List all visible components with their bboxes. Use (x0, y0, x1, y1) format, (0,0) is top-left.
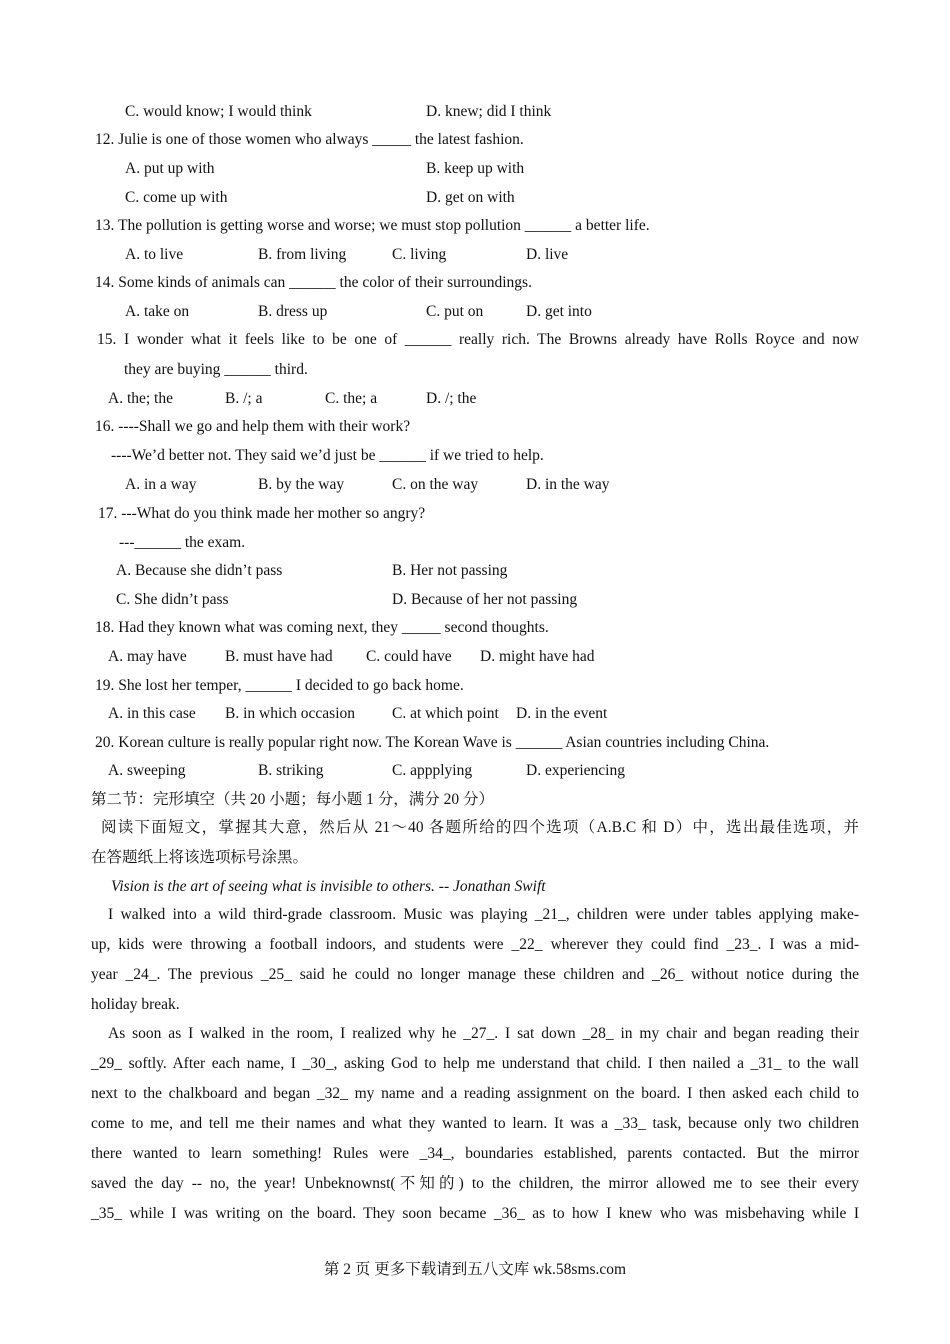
q11-option-c: C. would know; I would think (125, 103, 312, 120)
q18-option-b: B. must have had (225, 648, 333, 665)
q20-stem: 20. Korean culture is really popular right now. The Korean Wave is ______ Asian countries including China. (95, 734, 770, 751)
q11-option-d: D. knew; did I think (426, 103, 552, 120)
q15-stem-line1: 15. I wonder what it feels like to be one of ______ really rich. The Browns already have Rolls Royce and now (97, 331, 859, 348)
passage-line: there wanted to learn something! Rules were _34_, boundaries established, parents contacted. But the mirror (91, 1145, 859, 1162)
section2-heading: 第二节：完形填空（共 20 小题；每小题 1 分，满分 20 分） (91, 791, 495, 808)
passage-line: _29_ softly. After each name, I _30_, asking God to help me understand that child. I then nailed a _31_ to the wall (91, 1055, 859, 1072)
q17-option-b: B. Her not passing (392, 562, 508, 579)
q13-option-b: B. from living (258, 246, 347, 263)
passage-paragraph-1 (91, 900, 859, 1020)
q14-option-d: D. get into (526, 303, 592, 320)
q19-stem: 19. She lost her temper, ______ I decided to go back home. (95, 677, 464, 694)
q17-stem-line1: 17. ---What do you think made her mother so angry? (98, 505, 426, 522)
q16-option-b: B. by the way (258, 476, 345, 493)
section2-instruction-line2: 在答题纸上将该选项标号涂黑。 (91, 849, 309, 866)
passage-line: holiday break. (91, 996, 180, 1013)
q17-option-d: D. Because of her not passing (392, 591, 578, 608)
q18-option-d: D. might have had (480, 648, 595, 665)
q17-stem-line2: ---______ the exam. (119, 534, 246, 551)
q14-option-b: B. dress up (258, 303, 328, 320)
passage-line: saved the day -- no, the year! Unbeknownst(不知的) to the children, the mirror allowed me to see their every (91, 1175, 859, 1192)
passage-line: up, kids were throwing a football indoors, and students were _22_ wherever they could find _23_. I was a mid- (91, 936, 859, 953)
page-footer: 第 2 页 更多下载请到五八文库 wk.58sms.com (323, 1261, 627, 1278)
passage-line: As soon as I walked in the room, I realized why he _27_. I sat down _28_ in my chair and began reading their (108, 1025, 859, 1042)
passage-epigraph: Vision is the art of seeing what is invisible to others. -- Jonathan Swift (111, 878, 546, 895)
q16-option-c: C. on the way (392, 476, 479, 493)
q13-option-a: A. to live (125, 246, 184, 263)
q15-option-c: C. the; a (325, 390, 378, 407)
q20-option-d: D. experiencing (526, 762, 625, 779)
q19-option-b: B. in which occasion (225, 705, 356, 722)
q13-option-d: D. live (526, 246, 569, 263)
passage-paragraph-2 (91, 1019, 859, 1229)
q16-stem-line1: 16. ----Shall we go and help them with their work? (95, 418, 411, 435)
q15-option-a: A. the; the (108, 390, 173, 407)
passage-line: _35_ while I was writing on the board. They soon became _36_ as to how I knew who was misbehaving while I (91, 1205, 859, 1222)
q14-option-c: C. put on (426, 303, 484, 320)
passage-line: I walked into a wild third-grade classroom. Music was playing _21_, children were under tables applying make- (108, 906, 859, 923)
q14-option-a: A. take on (125, 303, 190, 320)
q14-stem: 14. Some kinds of animals can ______ the color of their surroundings. (95, 274, 532, 291)
q13-stem: 13. The pollution is getting worse and worse; we must stop pollution ______ a better life. (95, 217, 650, 234)
section2-instruction-line1: 阅读下面短文，掌握其大意，然后从 21～40 各题所给的四个选项（A.B.C 和 D）中，选出最佳选项，并 (101, 819, 859, 836)
q19-option-d: D. in the event (516, 705, 608, 722)
passage-line: year _24_. The previous _25_ said he could no longer manage these children and _26_ without notice during the (91, 966, 859, 983)
q20-option-b: B. striking (258, 762, 324, 779)
q19-option-a: A. in this case (108, 705, 196, 722)
q18-stem: 18. Had they known what was coming next, they _____ second thoughts. (95, 619, 549, 636)
q20-option-c: C. appplying (392, 762, 473, 779)
q16-option-d: D. in the way (526, 476, 610, 493)
q20-option-a: A. sweeping (108, 762, 186, 779)
passage-line: come to me, and tell me their names and what they wanted to learn. It was a _33_ task, because only two children (91, 1115, 859, 1132)
q16-option-a: A. in a way (125, 476, 197, 493)
q15-option-d: D. /; the (426, 390, 477, 407)
q12-option-d: D. get on with (426, 189, 515, 206)
q17-option-c: C. She didn’t pass (116, 591, 229, 608)
q15-stem-line2: they are buying ______ third. (124, 361, 308, 378)
passage-line: next to the chalkboard and began _32_ my name and a reading assignment on the board. I then asked each child to (91, 1085, 859, 1102)
q19-option-c: C. at which point (392, 705, 499, 722)
q18-option-a: A. may have (108, 648, 187, 665)
q15-option-b: B. /; a (225, 390, 263, 407)
q17-option-a: A. Because she didn’t pass (116, 562, 283, 579)
q12-option-c: C. come up with (125, 189, 228, 206)
q13-option-c: C. living (392, 246, 447, 263)
q12-stem: 12. Julie is one of those women who always _____ the latest fashion. (95, 131, 524, 148)
q12-option-b: B. keep up with (426, 160, 525, 177)
q12-option-a: A. put up with (125, 160, 215, 177)
q16-stem-line2: ----We’d better not. They said we’d just be ______ if we tried to help. (111, 447, 544, 464)
q18-option-c: C. could have (366, 648, 452, 665)
